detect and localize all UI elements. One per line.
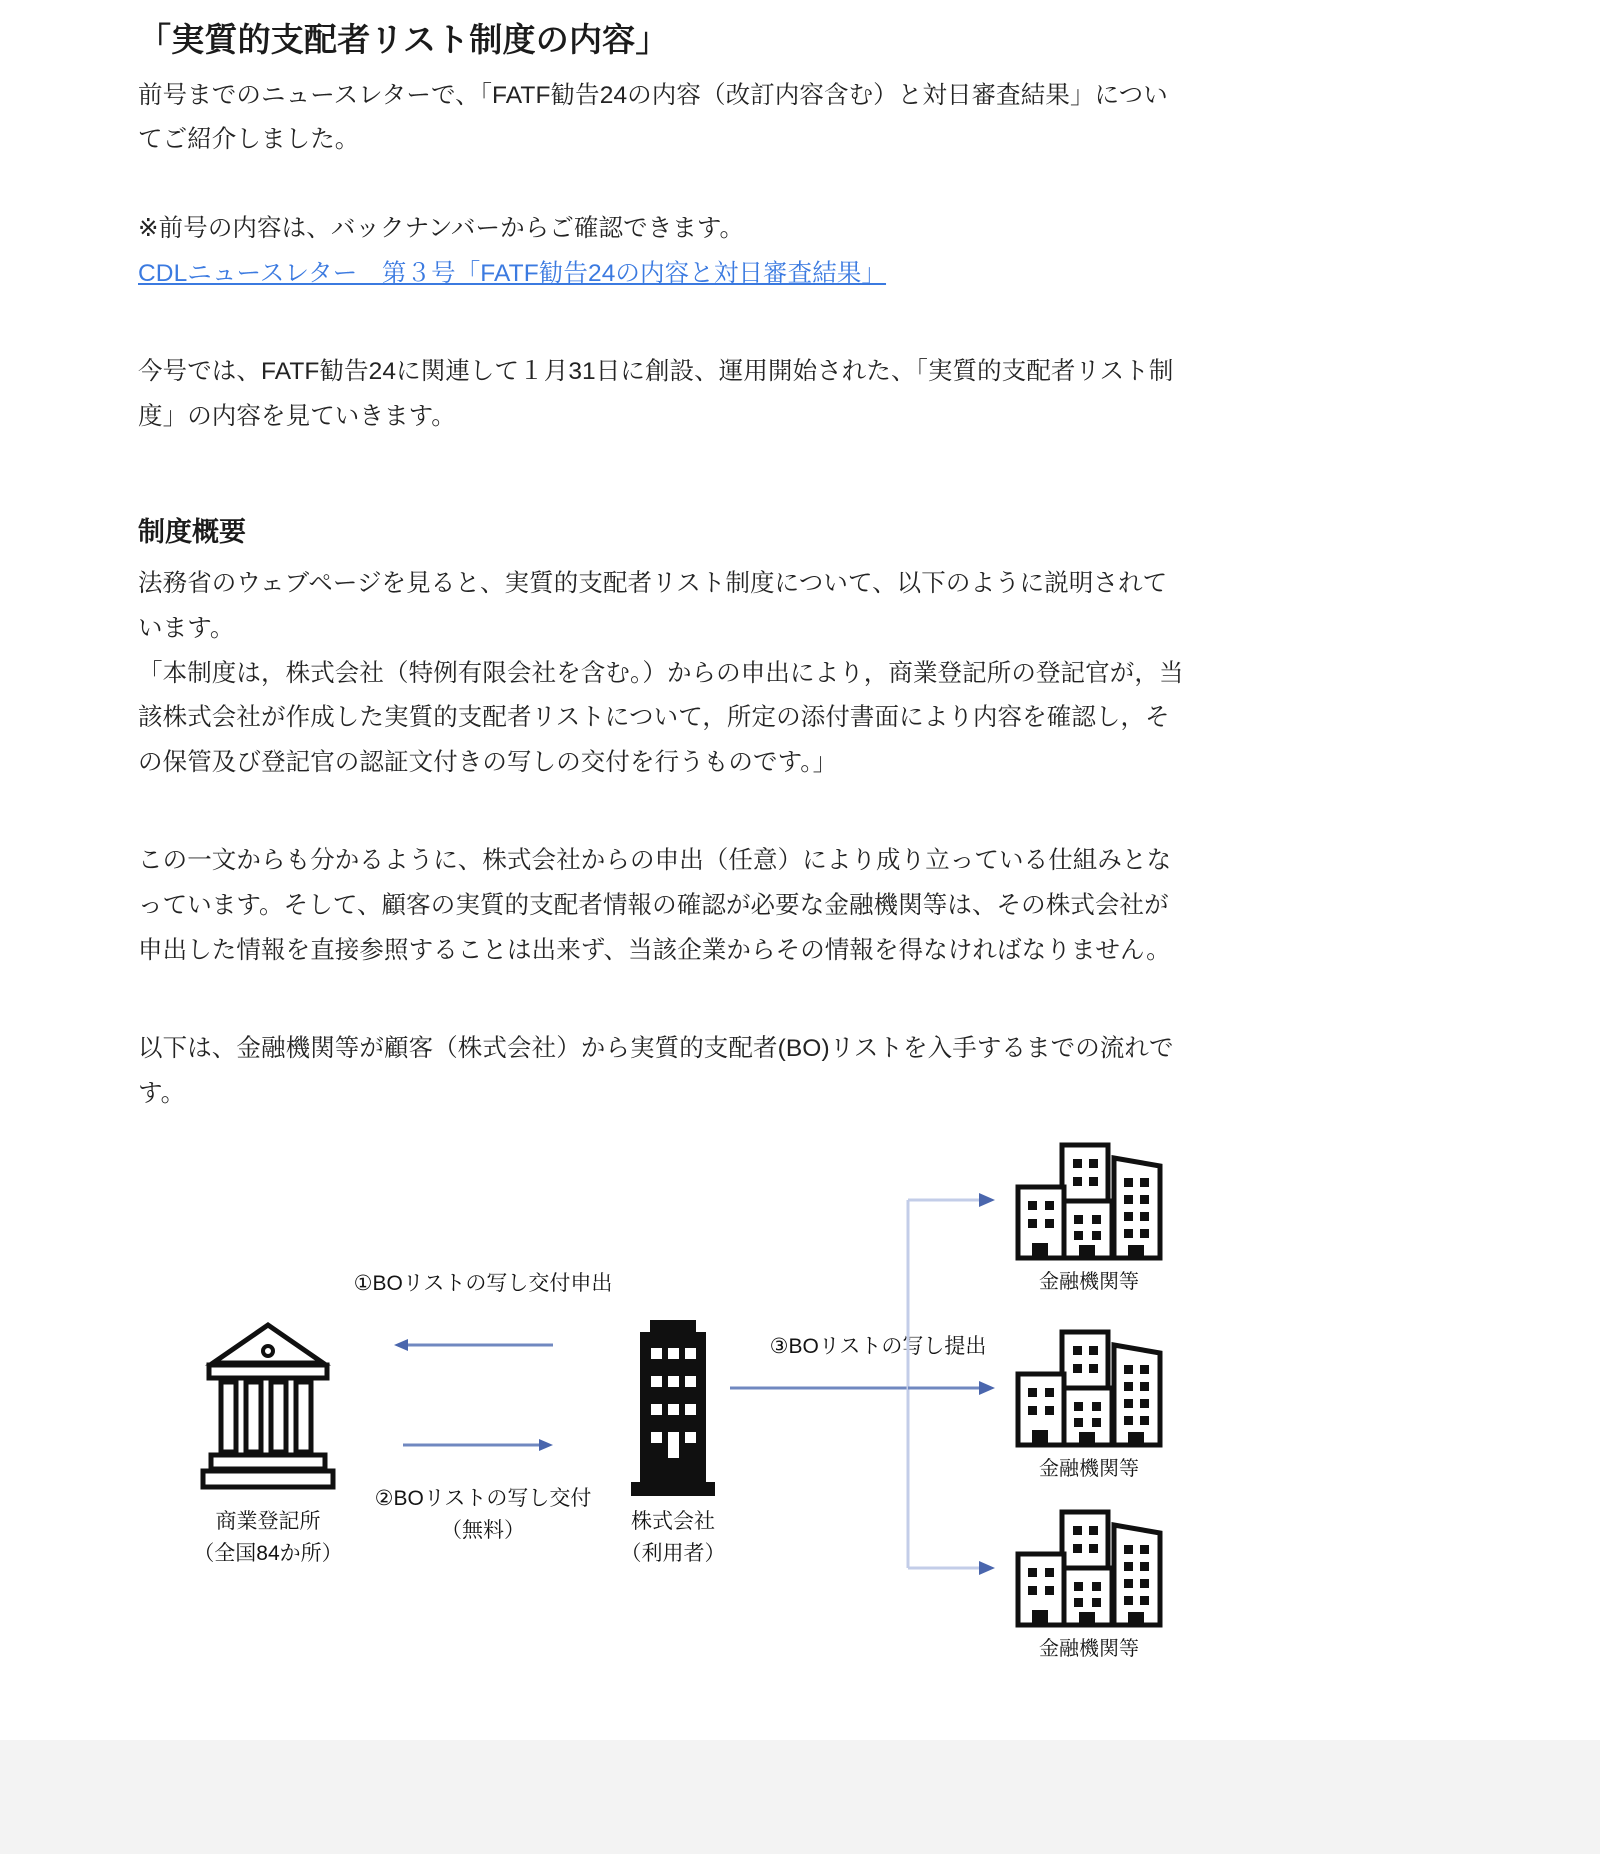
overview-paragraph: 法務省のウェブページを見ると、実質的支配者リスト制度について、以下のように説明されています。 <box>138 570 1168 643</box>
arrow2-label-line2: （無料） <box>441 1519 525 1542</box>
fi-label-bottom: 金融機関等 <box>1039 1638 1139 1660</box>
company-label-line1: 株式会社 <box>631 1510 715 1533</box>
arrow1-label: ①BOリストの写し交付申出 <box>353 1272 613 1295</box>
company-label-line2: （利用者） <box>620 1542 726 1565</box>
arrow-提出-trunk <box>730 1193 995 1575</box>
arrow2-label-line1: ②BOリストの写し交付 <box>374 1487 592 1510</box>
backnumber-note: ※前号の内容は、バックナンバーからご確認できます。 <box>138 215 745 242</box>
fi-label-middle: 金融機関等 <box>1039 1458 1139 1480</box>
bank-icon <box>203 1325 333 1487</box>
registry-label-line1: 商業登記所 <box>215 1510 321 1533</box>
financial-institution-icon-top <box>1018 1145 1160 1258</box>
section-heading-overview: 制度概要 <box>138 517 246 548</box>
arrow3-label: ③BOリストの写し提出 <box>769 1335 987 1358</box>
financial-institution-icon-middle <box>1018 1332 1160 1445</box>
document-content <box>138 0 1190 1116</box>
analysis-paragraph: この一文からも分かるように、株式会社からの申出（任意）により成り立っている仕組みとなっています。そして、顧客の実質的支配者情報の確認が必要な金融機関等は、その株式会社が申出した情報を直接参照することは出来ず、当該企業からその情報を得なければなりません。 <box>138 847 1172 964</box>
backnumber-link[interactable]: CDLニュースレター 第３号「FATF勧告24の内容と対日審査結果」 <box>138 259 887 287</box>
quote-paragraph: 「本制度は，株式会社（特例有限会社を含む。）からの申出により，商業登記所の登記官が，当該株式会社が作成した実質的支配者リストについて，所定の添付書面により内容を確認し，その保管及び登記官の認証文付きの写しの交付を行うものです。」 <box>138 659 1184 776</box>
flow-intro-paragraph: 以下は、金融機関等が顧客（株式会社）から実質的支配者(BO)リストを入手するまでの流れです。 <box>138 1035 1174 1107</box>
page-left-margin <box>0 0 117 1854</box>
bo-list-flow-diagram <box>138 1140 1438 1840</box>
registry-label-line2: （全国84か所） <box>193 1542 343 1565</box>
financial-institution-icon-bottom <box>1018 1512 1160 1625</box>
page-title: 「実質的支配者リスト制度の内容」 <box>138 21 669 58</box>
arrow-申出-left <box>394 1339 553 1351</box>
office-building-icon <box>631 1320 715 1496</box>
this-issue-paragraph: 今号では、FATF勧告24に関連して１月31日に創設、運用開始された、「実質的支配者リスト制度」の内容を見ていきます。 <box>138 358 1174 430</box>
fi-label-top: 金融機関等 <box>1039 1271 1139 1293</box>
intro-paragraph: 前号までのニュースレターで、「FATF勧告24の内容（改訂内容含む）と対日審査結果」についてご紹介しました。 <box>138 81 1168 154</box>
arrow-交付-right <box>403 1439 553 1451</box>
